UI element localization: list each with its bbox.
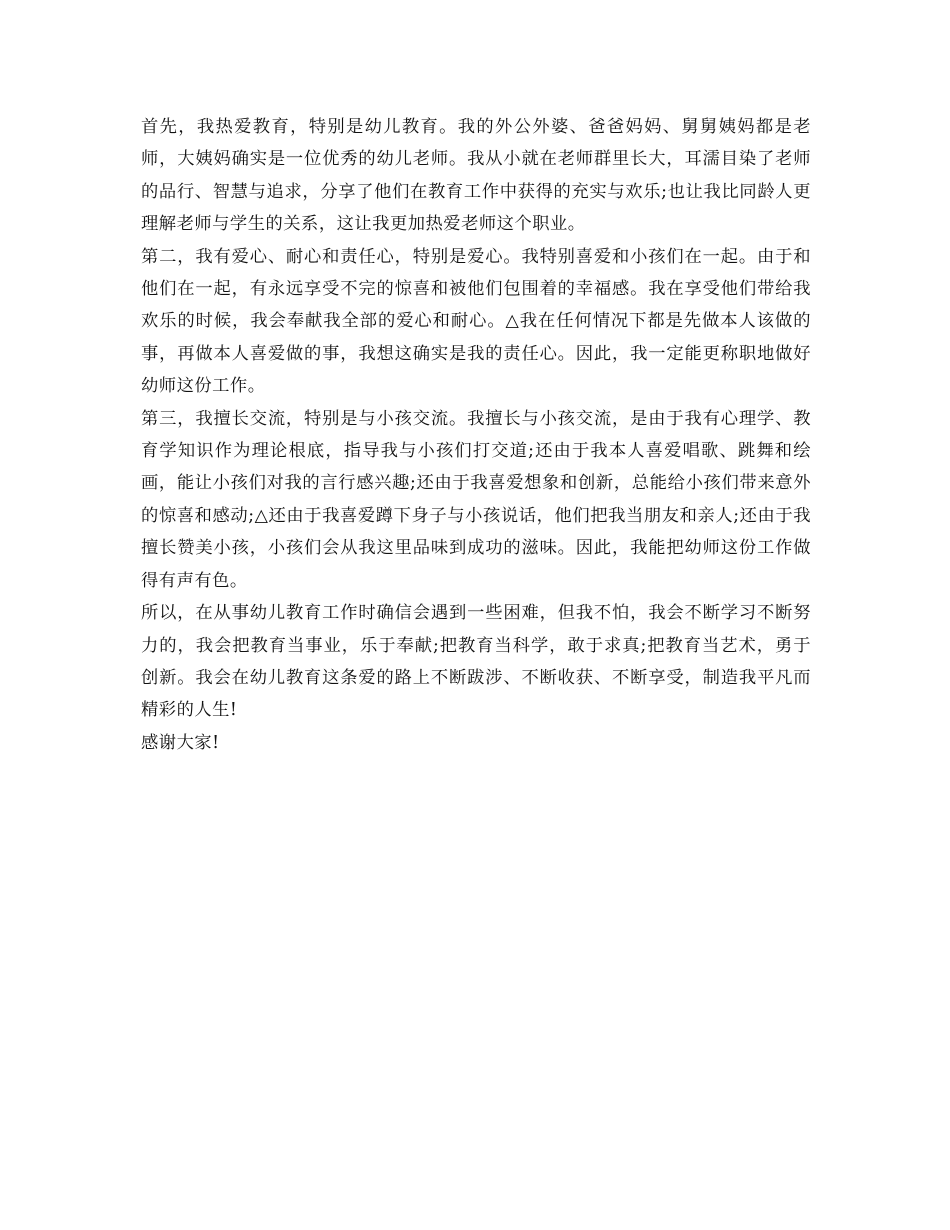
document-body	[141, 111, 811, 759]
paragraph-communication: 第三，我擅长交流，特别是与小孩交流。我擅长与小孩交流，是由于我有心理学、教育学知识作为理论根底，指导我与小孩们打交道;还由于我本人喜爱唱歌、跳舞和绘画，能让小孩们对我的言行感兴趣;还由于我喜爱想象和创新，总能给小孩们带来意外的惊喜和感动;△还由于我喜爱蹲下身子与小孩说话，他们把我当朋友和亲人;还由于我擅长赞美小孩，小孩们会从我这里品味到成功的滋味。因此，我能把幼师这份工作做得有声有色。	[141, 408, 811, 591]
paragraph-conclusion: 所以，在从事幼儿教育工作时确信会遇到一些困难，但我不怕，我会不断学习不断努力的，我会把教育当事业，乐于奉献;把教育当科学，敢于求真;把教育当艺术，勇于创新。我会在幼儿教育这条爱的路上不断跋涉、不断收获、不断享受，制造我平凡而精彩的人生!	[141, 603, 811, 721]
paragraph-passion: 首先，我热爱教育，特别是幼儿教育。我的外公外婆、爸爸妈妈、舅舅姨妈都是老师，大姨妈确实是一位优秀的幼儿老师。我从小就在老师群里长大，耳濡目染了老师的品行、智慧与追求，分享了他们在教育工作中获得的充实与欢乐;也让我比同龄人更理解老师与学生的关系，这让我更加热爱老师这个职业。	[141, 117, 811, 235]
paragraph-thanks: 感谢大家!	[141, 732, 220, 753]
paragraph-patience: 第二，我有爱心、耐心和责任心，特别是爱心。我特别喜爱和小孩们在一起。由于和他们在一起，有永远享受不完的惊喜和被他们包围着的幸福感。我在享受他们带给我欢乐的时候，我会奉献我全部的爱心和耐心。△我在任何情况下都是先做本人该做的事，再做本人喜爱做的事，我想这确实是我的责任心。因此，我一定能更称职地做好幼师这份工作。	[141, 246, 811, 397]
